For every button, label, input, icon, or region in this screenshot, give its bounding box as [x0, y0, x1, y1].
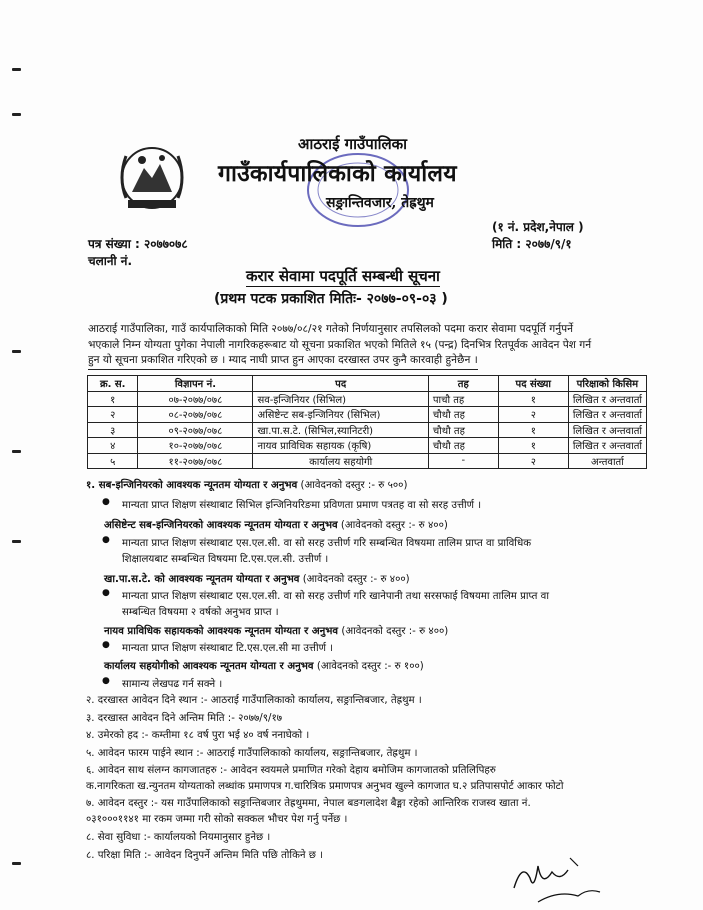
column-header: पद संख्या — [498, 376, 568, 392]
table-cell: ४ — [88, 438, 138, 454]
table-row — [88, 453, 647, 469]
table-cell: कार्यालय सहयोगी — [253, 453, 428, 469]
requirement-heading — [104, 517, 448, 531]
term-line: ०३१०००११४१ मा रकम जम्मा गरी सोको सक्कल भौचर पेश गर्नु पर्नेछ । — [86, 814, 348, 825]
requirement-item: सामान्य लेखपढ गर्न सक्ने । — [122, 679, 223, 690]
requirement-heading — [86, 477, 407, 491]
table-cell: २ — [88, 407, 138, 423]
column-header: विज्ञापन नं. — [138, 376, 253, 392]
table-cell: ०७-२०७७/०७८ — [138, 391, 253, 407]
table-cell: खा.पा.स.टे. (सिभिल,स्यानिटरी) — [253, 422, 428, 438]
bullet-icon: ● — [102, 676, 110, 686]
province-label: (१ नं. प्रदेश,नेपाल ) — [492, 220, 584, 234]
requirement-fee: (आवेदनको दस्तुर :- रु ४००) — [341, 626, 449, 637]
column-header: पद — [253, 376, 428, 392]
term-line: ५. आवेदन फारम पाईने स्थान :- आठराई गाउँपालिकाको कार्यालय, सङ्रान्तिबजार, तेह्रथुम । — [86, 748, 418, 759]
table-cell: लिखित र अन्तवार्ता — [568, 391, 646, 407]
term-line: ६. आवेदन साथ संलग्न कागजातहरु :- आवेदन स्वयमले प्रमाणित गरेको देहाय बमोजिम कागजातको प्रतिलिपिहरु — [86, 765, 496, 776]
table-cell: चौथौ तह — [428, 422, 498, 438]
term-line: ४. उमेरको हद :- कम्तीमा १८ वर्ष पुरा भई ४० वर्ष ननाघेको । — [86, 730, 310, 741]
term-line: क.नागरिकता ख.न्युनतम योग्यताको लब्धांक प्रमाणपत्र ग.चारित्रिक प्रमाणपत्र अनुभव खुल्ने कागजात घ.२ प्रतिपासपोर्ट आकार फोटो — [86, 781, 564, 792]
binder-mark — [12, 540, 21, 543]
table-cell: २ — [498, 453, 568, 469]
bullet-icon: ● — [102, 640, 110, 650]
binder-mark — [12, 113, 21, 116]
bullet-icon: ● — [102, 588, 110, 598]
table-cell: अन्तवार्ता — [568, 453, 646, 469]
table-cell: ३ — [88, 422, 138, 438]
requirement-item: मान्यता प्राप्त शिक्षण संस्थाबाट एस.एल.सी. वा सो सरह उत्तीर्ण गरि खानेपानी तथा सरसफाई विषयमा तालिम प्राप्त वा — [122, 591, 549, 602]
letter-number: पत्र संख्या : २०७७०७८ — [88, 237, 188, 251]
term-line: ८. सेवा सुविधा :- कार्यालयको नियमानुसार हुनेछ । — [86, 832, 271, 843]
table-cell: २ — [498, 407, 568, 423]
header-right — [492, 219, 584, 253]
binder-mark — [12, 350, 21, 353]
intro-line: हुन यो सूचना प्रकाशित गरिएको छ । म्याद नाघी प्राप्त हुन आएका दरखास्त उपर कुनै कारवाही हुनेछैन । — [88, 353, 478, 370]
table-cell: लिखित र अन्तवार्ता — [568, 438, 646, 454]
dispatch-number: चलानी नं. — [88, 254, 133, 268]
municipality-name: आठराई गाउँपालिका — [298, 135, 408, 153]
requirement-fee: (आवेदनको दस्तुर :- रु ४००) — [302, 574, 410, 585]
issue-date: मिति : २०७७/९/१ — [492, 237, 572, 251]
table-cell: १०-२०७७/०७८ — [138, 438, 253, 454]
column-header: क्र. स. — [88, 376, 138, 392]
requirement-fee: (आवेदनको दस्तुर :- रु ५००) — [300, 480, 408, 491]
office-address: सङ्रान्तिवजार, तेह्रथुम — [326, 195, 434, 211]
requirement-title: कार्यालय सहयोगीको आवश्यक न्यूनतम योग्यता र अनुभव — [104, 661, 314, 672]
table-cell: ०९-२०७७/०७८ — [138, 422, 253, 438]
table-cell: लिखित र अन्तवार्ता — [568, 422, 646, 438]
signature-icon — [508, 852, 604, 908]
intro-line: भएकाले निम्न योग्यता पुगेका नेपाली नागरिकहरूबाट यो सूचना प्रकाशित भएको मितिले १५ (पन्द्र) दिनभित्र रितपूर्वक आवेदन पेश गर्न — [88, 338, 592, 351]
table-cell: चौथौ तह — [428, 438, 498, 454]
term-line: २. दरखास्त आवेदन दिने स्थान :- आठराई गाउँपालिकाको कार्यालय, सङ्रान्तिबजार, तेह्रथुम । — [86, 695, 422, 706]
notice-title: करार सेवामा पदपूर्ति सम्बन्धी सूचना — [246, 267, 440, 285]
notice-intro — [88, 322, 648, 370]
column-header: तह — [428, 376, 498, 392]
requirement-item: मान्यता प्राप्त शिक्षण संस्थाबाट सिभिल इन्जिनियरिङमा प्रविणता प्रमाण पत्रतह वा सो सरह उत्तीर्ण । — [122, 500, 482, 511]
requirement-title: नायव प्राविधिक सहायकको आवश्यक न्यूनतम योग्यता र अनुभव — [104, 626, 339, 637]
table-cell: सव-इन्जिनियर (सिभिल) — [253, 391, 428, 407]
term-line: ८. परिक्षा मिति :- आवेदन दिनुपर्ने अन्तिम मिति पछि तोकिने छ । — [86, 850, 324, 861]
table-cell: ५ — [88, 453, 138, 469]
requirement-heading — [104, 623, 448, 637]
table-header-row — [88, 376, 647, 392]
table-row — [88, 422, 647, 438]
table-cell: लिखित र अन्तवार्ता — [568, 407, 646, 423]
requirement-item: शिक्षालयबाट सम्बन्धित विषयमा टि.एस.एल.सी. उत्तीर्ण । — [122, 554, 329, 565]
bullet-icon: ● — [102, 497, 110, 507]
requirement-title: १. सब-इन्जिनियरको आवश्यक न्यूनतम योग्यता र अनुभव — [86, 480, 298, 491]
requirement-title: खा.पा.स.टे. को आवश्यक न्यूनतम योग्यता र अनुभव — [104, 574, 300, 585]
notice-subtitle: (प्रथम पटक प्रकाशित मितिः- २०७७-०९-०३ ) — [214, 291, 448, 307]
term-line: ७. आवेदन दस्तुर :- यस गाउँपालिकाको सङ्रान्तिबजार तेह्रथुममा, नेपाल बङगलादेश बैङ्मा रहेको आन्तिरिक राजस्व खाता नं. — [86, 798, 531, 809]
table-cell: ०८-२०७७/०७८ — [138, 407, 253, 423]
requirement-fee: (आवेदनको दस्तुर :- रु १००) — [316, 661, 424, 672]
requirement-heading — [104, 571, 410, 585]
table-cell: पाचौ तह — [428, 391, 498, 407]
intro-line: आठराई गाउँपालिका, गाउँ कार्यपालिकाको मिति २०७७/०८/२१ गतेको निर्णयानुसार तपसिलको पदमा करार सेवामा पदपूर्ति गर्नुपर्ने — [88, 323, 574, 335]
vacancy-table — [87, 375, 647, 469]
requirement-item: मान्यता प्राप्त शिक्षण संस्थाबाट एस.एल.सी. वा सो सरह उत्तीर्ण गरि सम्बन्धित विषयमा तालिम प्राप्त वा प्राविधिक — [122, 538, 532, 549]
table-cell: १ — [498, 391, 568, 407]
requirement-title: असिष्टेन्ट सब-इन्जिनियरको आवश्यक न्यूनतम योग्यता र अनुभव — [104, 520, 338, 531]
requirement-heading — [104, 658, 424, 672]
nepal-emblem-icon — [112, 138, 192, 218]
table-cell: १ — [498, 438, 568, 454]
term-line: ३. दरखास्त आवेदन दिने अन्तिम मिति :- २०७७/९/१७ — [86, 713, 283, 724]
requirement-item: सम्बन्धित विषयमा २ वर्षको अनुभव प्राप्त । — [122, 607, 279, 618]
table-cell: चौथौ तह — [428, 407, 498, 423]
table-row — [88, 438, 647, 454]
requirement-item: मान्यता प्राप्त शिक्षण संस्थाबाट टि.एस.एल.सी मा उत्तीर्ण । — [122, 643, 334, 654]
table-row — [88, 391, 647, 407]
table-cell: १ — [88, 391, 138, 407]
requirement-fee: (आवेदनको दस्तुर :- रु ४००) — [340, 520, 448, 531]
binder-mark — [12, 68, 21, 71]
binder-mark — [12, 450, 21, 453]
bullet-icon: ● — [102, 535, 110, 545]
table-cell: ११-२०७७/०७८ — [138, 453, 253, 469]
table-cell: १ — [498, 422, 568, 438]
office-name: गाउँकार्यपालिकाको कार्यालय — [218, 160, 457, 187]
table-cell: असिष्टेन्ट सब-इन्जिनियर (सिभिल) — [253, 407, 428, 423]
table-row — [88, 407, 647, 423]
table-cell: नायव प्राविधिक सहायक (कृषि) — [253, 438, 428, 454]
column-header: परिक्षाको किसिम — [568, 376, 646, 392]
header-left — [88, 236, 188, 270]
table-cell: - — [428, 453, 498, 469]
binder-mark — [12, 862, 21, 865]
